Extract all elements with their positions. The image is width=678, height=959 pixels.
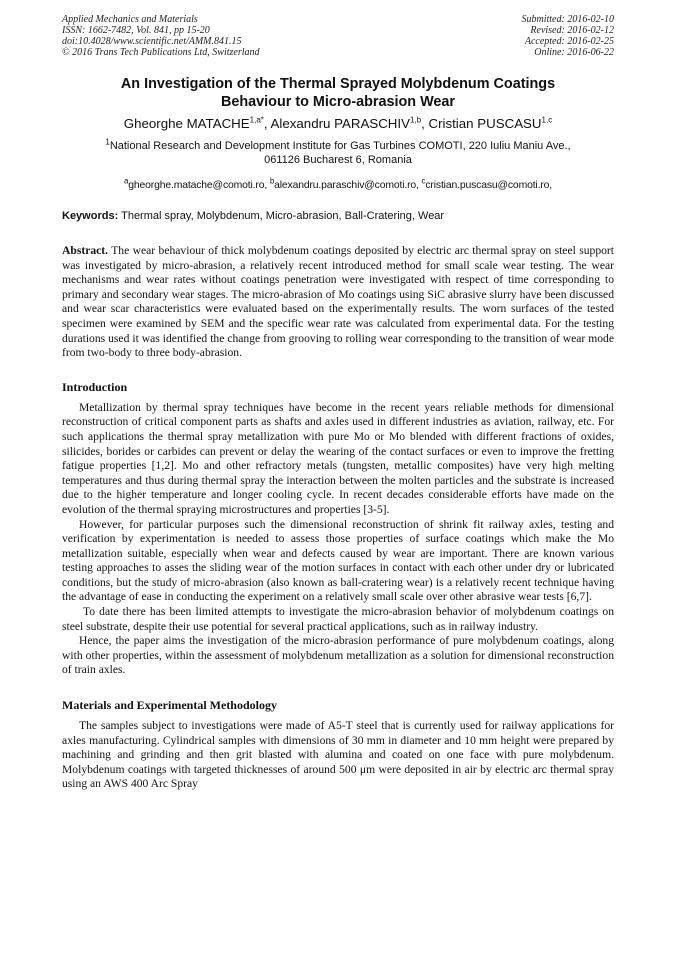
abstract-label: Abstract. [62, 244, 109, 257]
online-date: Online: 2016-06-22 [534, 47, 614, 58]
submitted-date: Submitted: 2016-02-10 [521, 14, 614, 25]
title-line-2: Behaviour to Micro-abrasion Wear [220, 94, 456, 110]
revised-date: Revised: 2016-02-12 [530, 25, 614, 36]
author-2: Alexandru PARASCHIV$^{1,b}$, [270, 115, 429, 131]
paragraph: However, for particular purposes such the dimensional reconstruction of shrink fit railway axles, testing and verification by experimentation is needed to assess those properties of surface coatings which make the Mo metallization suitable, especially when wear and defects caused by wear are important. There are known various testing approaches to asses the sliding wear of the motion surfaces in contact with each other under dry or lubricated conditions, but the study of micro-abrasion (also known as ball-cratering wear) is a relatively recent technique having the advantage of ease in conducting the experiment on a relatively small scale over other abrasive wear tests [6,7]. [62, 517, 614, 604]
keywords [62, 209, 614, 223]
abstract [62, 244, 614, 361]
email-link[interactable]: alexandru.paraschiv@comoti.ro, [274, 180, 422, 191]
paper-page [62, 14, 614, 792]
abstract-text: The wear behaviour of thick molybdenum coatings deposited by electric arc thermal spray on steel support was investigated by micro-abrasion, a relatively recent introduced method for small scale wear testing. The wear mechanisms and wear rates without coatings penetration were investigated with respect of time corresponding to primary and secondary wear stages. The micro-abrasion of Mo coatings using SiC abrasive slurry have been discussed and wear scar characteristics were evaluated based on the experimentally results. The worn surfaces of the tested specimen were examined by SEM and the specific wear rate was calculated from experimental data. For the testing durations used it was identified the change from grooving to rolling wear corresponding to the transition of wear mode from two-body to three body-abrasion. [62, 244, 614, 360]
issn-line: ISSN: 1662-7482, Vol. 841, pp 15-20 [62, 25, 210, 36]
journal-info [62, 14, 260, 58]
paragraph: To date there has been limited attempts to investigate the micro-abrasion behavior of molybdenum coatings on steel substrate, despite their use potential for several practical applications, such as in railway industry. [62, 605, 614, 633]
paragraph: The samples subject to investigations were made of A5-T steel that is currently used for railway applications for axles manufacturing. Cylindrical samples with dimensions of 30 mm in diameter and 10 mm height were prepared by machining and grinding and then grit blasted with alumina and coated on one face with pure molybdenum. Molybdenum coatings with targeted thicknesses of around 500 μm were deposited in air by electric arc thermal spray using an AWS 400 Arc Spray [62, 719, 614, 791]
author-emails: $^a$gheorghe.matache@comoti.ro, $^b$alexandru.paraschiv@comoti.ro, $^c$cristian.puscasu@comoti.ro, [123, 176, 553, 191]
author-3-affil-mark: 1,c [541, 115, 553, 125]
paragraph: Metallization by thermal spray techniques have become in the recent years reliable methods for dimensional reconstruction of critical component parts as shafts and axles used in different industries as aviation, railway, etc. For such applications the thermal spray metallization with pure Mo or Mo blended with different fractions of oxides, silicides, borides or carbides can prevent or delay the wearing of the contact surfaces or even to improve the fretting fatigue properties [1,2]. Mo and other refractory metals (tungsten, metallic composites) have very high melting temperatures and thus during thermal spray the interaction between the molten particles and the substrate is increased due to the higher temperature and longer cooling cycle. In recent decades considerable efforts have made on the evolution of the thermal spraying microstructures and properties [3-5]. [62, 400, 614, 516]
author-3: Cristian PUSCASU$^{1,c}$ [428, 115, 553, 131]
author-1: Gheorghe $MATACHE^{1,a*}$, [123, 115, 271, 131]
paragraph: Hence, the paper aims the investigation of the micro-abrasion performance of pure molybdenum coatings, along with other properties, within the assessment of molybdenum metallization as a solution for dimensional reconstruction of train axles. [62, 634, 614, 677]
affiliation-line-1: National Research and Development Institute for Gas Turbines COMOTI, 220 Iuliu Maniu Ave., [109, 140, 571, 152]
journal-name: Applied Mechanics and Materials [62, 14, 198, 25]
author-1-affil-mark: 1,a* [249, 115, 264, 125]
email-link[interactable]: cristian.puscasu@comoti.ro, [425, 180, 553, 191]
title-line-1: An Investigation of the Thermal Sprayed Molybdenum Coatings [120, 76, 556, 92]
paper-title [62, 75, 614, 111]
author-2-affil-mark: 1,b [409, 115, 422, 125]
author-list [62, 115, 614, 132]
email-link[interactable]: gheorghe.matache@comoti.ro, [128, 180, 270, 191]
affiliation [62, 139, 614, 167]
affiliation-line-2: 061126 Bucharest 6, Romania [264, 154, 412, 166]
copyright-line: © 2016 Trans Tech Publications Ltd, Switzerland [62, 47, 260, 58]
journal-header [62, 14, 614, 58]
keywords-label: Keywords: [62, 210, 119, 222]
affiliation-mark: 1 [105, 137, 110, 147]
section-heading-methods: Materials and Experimental Methodology [62, 698, 277, 713]
keywords-text: Thermal spray, Molybdenum, Micro-abrasion, Ball-Cratering, Wear [118, 210, 445, 222]
publication-dates [522, 14, 615, 58]
accepted-date: Accepted: 2016-02-25 [524, 36, 614, 47]
doi-line: doi:10.4028/www.scientific.net/AMM.841.15 [62, 36, 242, 47]
section-heading-introduction: Introduction [62, 379, 128, 394]
